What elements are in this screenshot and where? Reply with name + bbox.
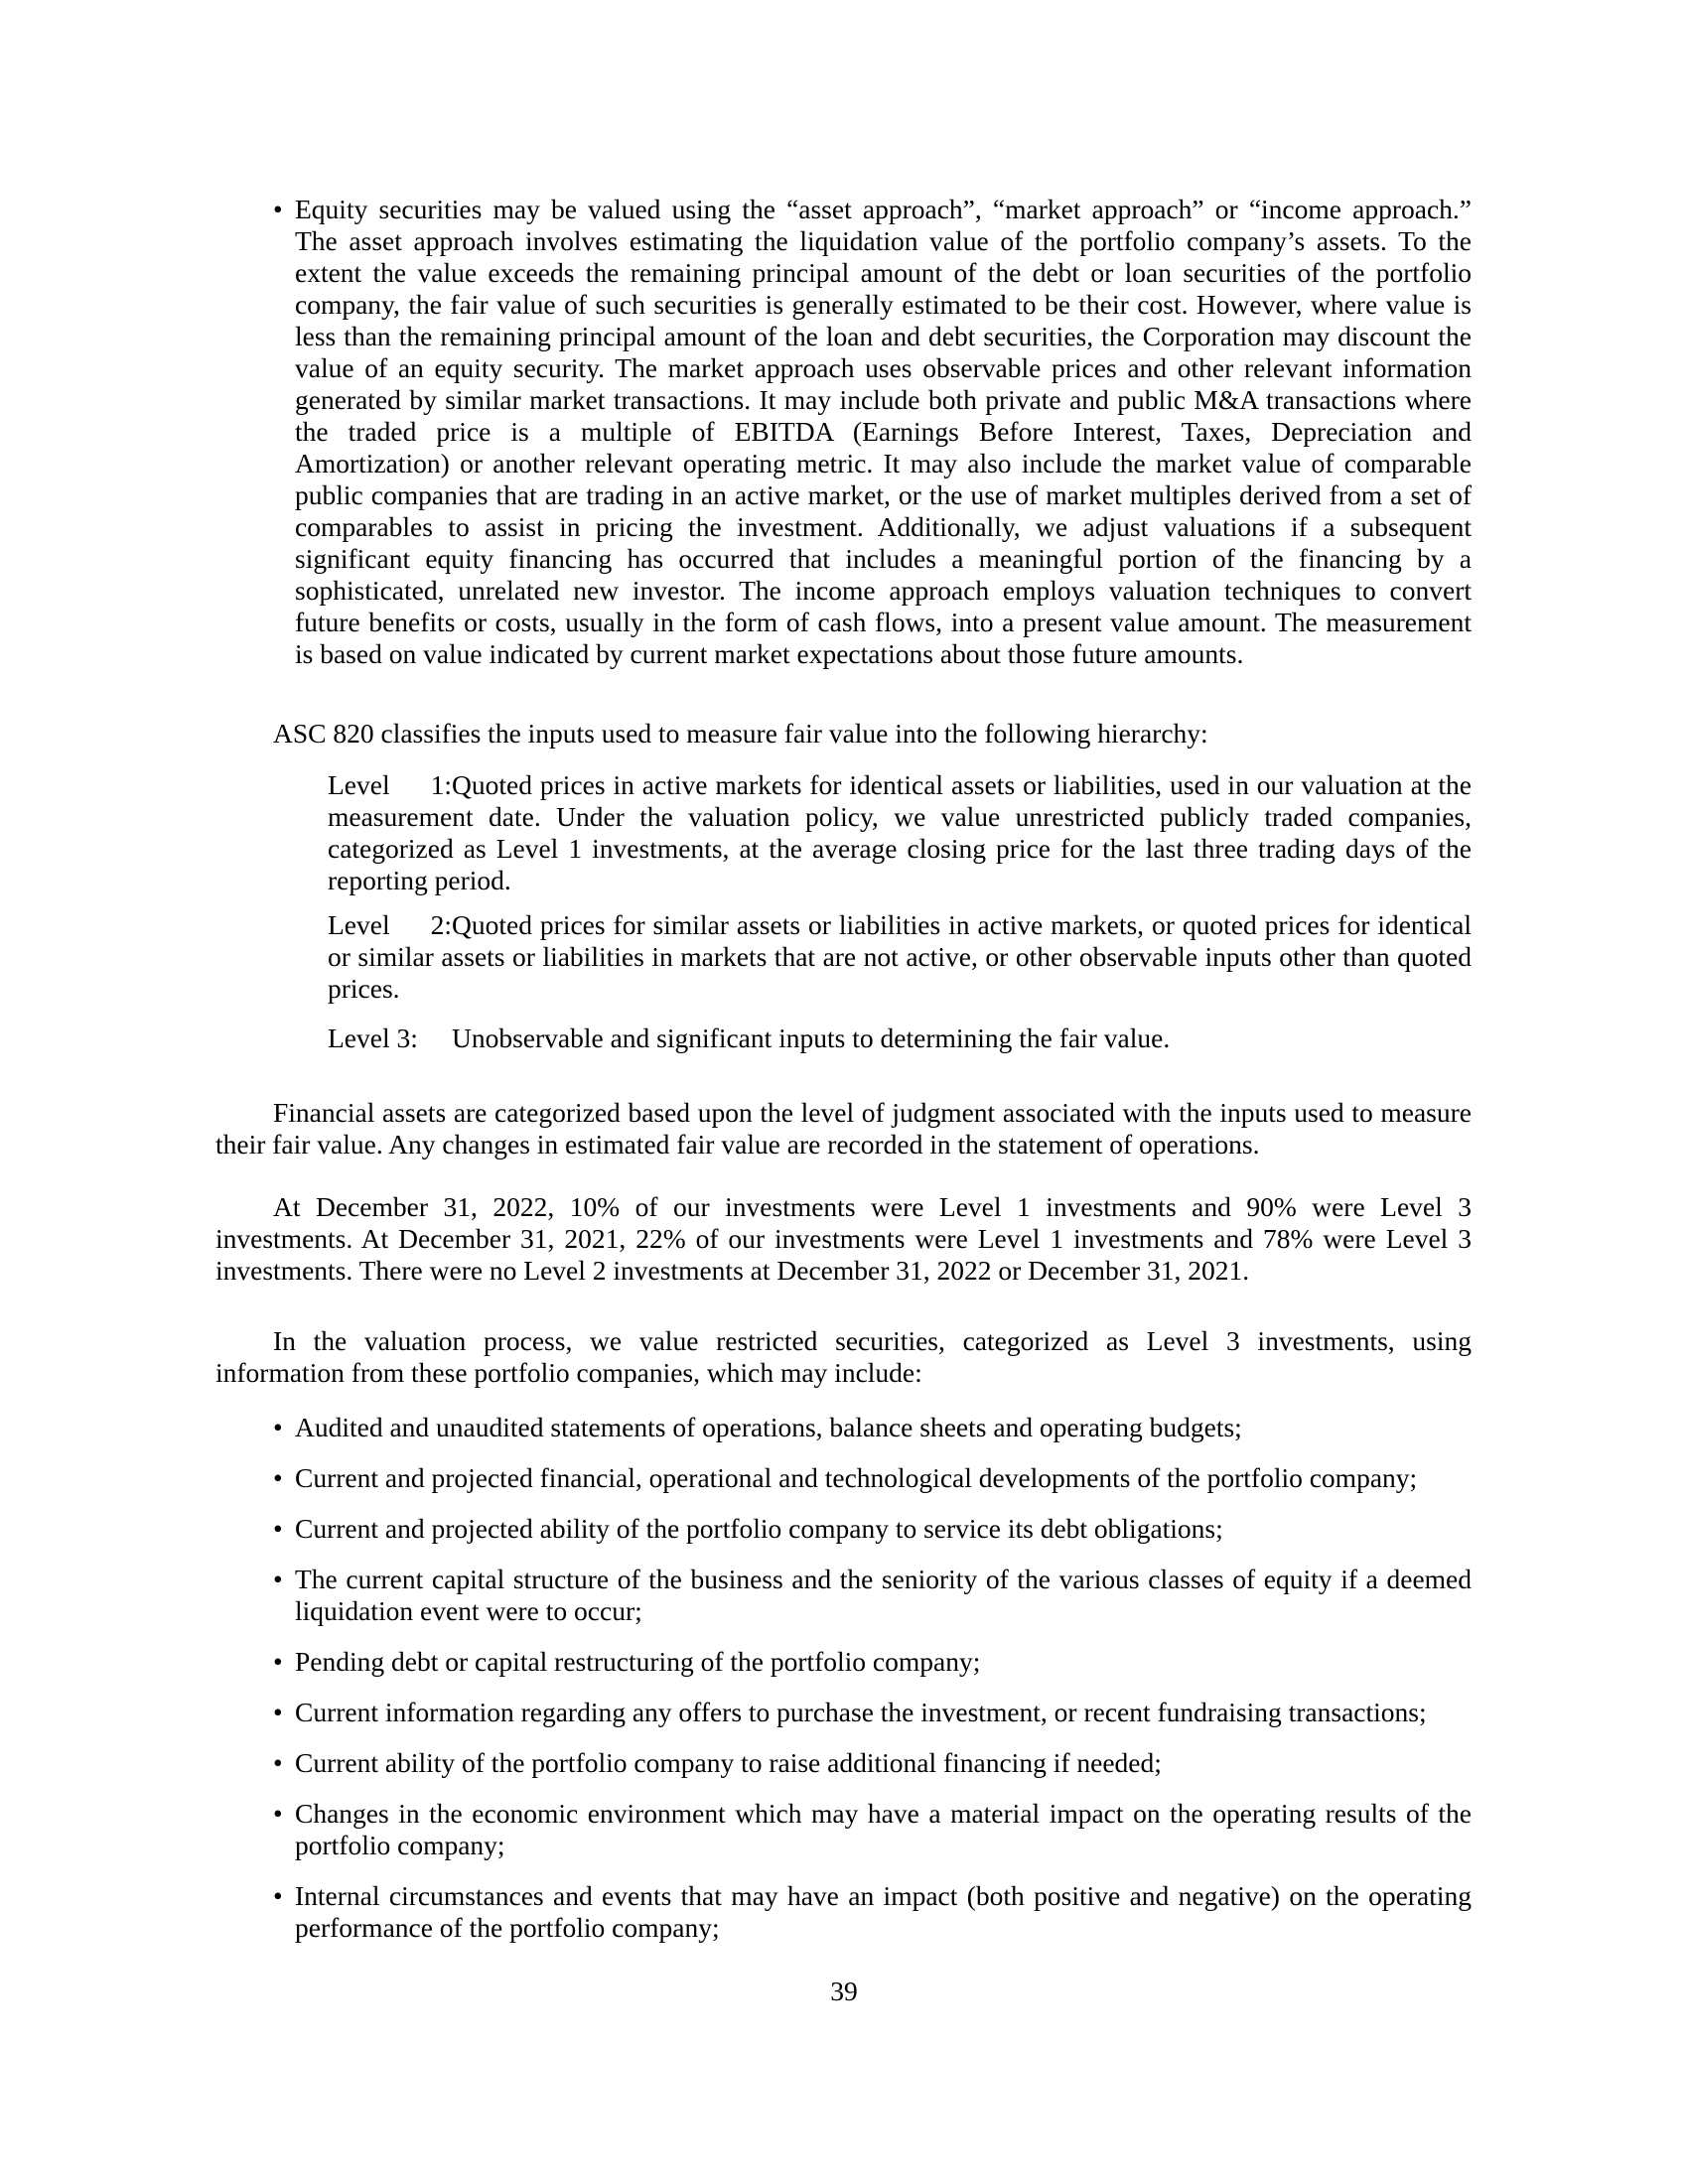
text-line: value of an equity security. The market approach uses observable prices and other relevant information xyxy=(295,352,1472,383)
page-number: 39 xyxy=(830,1976,858,2006)
bullet-icon: • xyxy=(273,1697,283,1727)
text-line: Changes in the economic environment which may have a material impact on the operating results of the xyxy=(295,1798,1472,1829)
list-item xyxy=(273,1462,1472,1494)
level-label: Level 1: xyxy=(328,769,452,800)
text-line: ASC 820 classifies the inputs used to measure fair value into the following hierarchy: xyxy=(273,718,1208,749)
text-line: Internal circumstances and events that may have an impact (both positive and negative) on the operating xyxy=(295,1880,1472,1911)
level-label: Level 3: xyxy=(328,1023,418,1053)
text-line: The current capital structure of the business and the seniority of the various classes of equity if a deemed xyxy=(295,1564,1472,1594)
text-line: their fair value. Any changes in estimated fair value are recorded in the statement of operations. xyxy=(215,1129,1260,1160)
text-line: is based on value indicated by current market expectations about those future amounts. xyxy=(295,638,1244,669)
level-label: Level 2: xyxy=(328,909,452,940)
list-item xyxy=(273,1513,1472,1545)
text-line: company, the fair value of such securities is generally estimated to be their cost. However, where value is xyxy=(295,289,1472,320)
bullet-icon: • xyxy=(273,194,283,224)
list-item xyxy=(273,1697,1472,1728)
text-line: information from these portfolio companies, which may include: xyxy=(215,1357,922,1388)
list-item xyxy=(273,1412,1472,1443)
text-line: Current and projected financial, operational and technological developments of the portfolio company; xyxy=(295,1462,1418,1493)
text-line: or similar assets or liabilities in markets that are not active, or other observable inputs other than quoted xyxy=(328,941,1472,972)
text-line: In the valuation process, we value restricted securities, categorized as Level 3 investments, using xyxy=(273,1325,1472,1356)
text-line: comparables to assist in pricing the investment. Additionally, we adjust valuations if a subsequent xyxy=(295,511,1472,542)
text-line: performance of the portfolio company; xyxy=(295,1912,720,1943)
text-line: Level 3: Unobservable and significant inputs to determining the fair value. xyxy=(328,1023,1171,1053)
text-line: Equity securities may be valued using the “asset approach”, “market approach” or “income approach.” xyxy=(295,194,1472,224)
text-line: public companies that are trading in an active market, or the use of market multiples derived from a set of xyxy=(295,479,1472,510)
bullet-icon: • xyxy=(273,1513,283,1544)
portfolio-information-bullet-list xyxy=(273,1412,1472,1963)
text-line: investments. There were no Level 2 investments at December 31, 2022 or December 31, 2021. xyxy=(215,1255,1250,1286)
text-line: categorized as Level 1 investments, at the average closing price for the last three trading days of the xyxy=(328,833,1472,864)
text-line: Current and projected ability of the portfolio company to service its debt obligations; xyxy=(295,1513,1223,1544)
bullet-icon: • xyxy=(273,1412,283,1442)
text-line: Current information regarding any offers to purchase the investment, or recent fundraising transactions; xyxy=(295,1697,1427,1727)
hierarchy-level-paragraph xyxy=(328,769,1472,896)
text-line: measurement date. Under the valuation policy, we value unrestricted publicly traded companies, xyxy=(328,801,1472,832)
text-line: investments. At December 31, 2021, 22% of our investments were Level 1 investments and 78% were Level 3 xyxy=(215,1223,1472,1254)
text-line: extent the value exceeds the remaining principal amount of the debt or loan securities of the portfolio xyxy=(295,257,1472,288)
hierarchy-level-paragraph xyxy=(328,909,1472,1005)
text-line: Amortization) or another relevant operating metric. It may also include the market value of comparable xyxy=(295,448,1472,478)
text-line: Pending debt or capital restructuring of the portfolio company; xyxy=(295,1646,981,1677)
bullet-icon: • xyxy=(273,1564,283,1594)
text-line: reporting period. xyxy=(328,865,511,895)
text-line: Level 2:Quoted prices for similar assets or liabilities in active markets, or quoted prices for identical xyxy=(328,909,1472,940)
text-line: portfolio company; xyxy=(295,1830,505,1860)
bullet-icon: • xyxy=(273,1747,283,1778)
text-line: significant equity financing has occurred that includes a meaningful portion of the financing by a xyxy=(295,543,1472,574)
list-item xyxy=(273,1880,1472,1944)
text-line: future benefits or costs, usually in the form of cash flows, into a present value amount. The measurement xyxy=(295,607,1472,637)
text-line: less than the remaining principal amount of the loan and debt securities, the Corporation may discount the xyxy=(295,321,1472,351)
hierarchy-level-paragraph xyxy=(328,1023,1472,1054)
text-line: Audited and unaudited statements of operations, balance sheets and operating budgets; xyxy=(295,1412,1242,1442)
financial-assets-paragraph xyxy=(215,1097,1472,1160)
list-item xyxy=(273,1798,1472,1861)
text-line: prices. xyxy=(328,973,400,1004)
text-line: The asset approach involves estimating the liquidation value of the portfolio company’s assets. To the xyxy=(295,225,1472,256)
text-line: generated by similar market transactions. It may include both private and public M&A transactions where xyxy=(295,384,1472,415)
list-item xyxy=(273,1646,1472,1678)
bullet-icon: • xyxy=(273,1798,283,1829)
text-line: Current ability of the portfolio company to raise additional financing if needed; xyxy=(295,1747,1162,1778)
list-item xyxy=(273,1747,1472,1779)
bullet-icon: • xyxy=(273,1462,283,1493)
investment-levels-paragraph xyxy=(215,1191,1472,1287)
text-line: At December 31, 2022, 10% of our investments were Level 1 investments and 90% were Level 3 xyxy=(273,1191,1472,1222)
text-line: Financial assets are categorized based upon the level of judgment associated with the inputs used to measure xyxy=(273,1097,1472,1128)
text-line: the traded price is a multiple of EBITDA (Earnings Before Interest, Taxes, Depreciation and xyxy=(295,416,1472,447)
bullet-icon: • xyxy=(273,1880,283,1911)
text-line: sophisticated, unrelated new investor. The income approach employs valuation techniques to convert xyxy=(295,575,1472,606)
list-item xyxy=(273,1564,1472,1627)
bullet-icon: • xyxy=(273,1646,283,1677)
valuation-process-paragraph xyxy=(215,1325,1472,1389)
text-line: Level 1:Quoted prices in active markets for identical assets or liabilities, used in our valuation at the xyxy=(328,769,1472,800)
text-line: liquidation event were to occur; xyxy=(295,1595,642,1626)
